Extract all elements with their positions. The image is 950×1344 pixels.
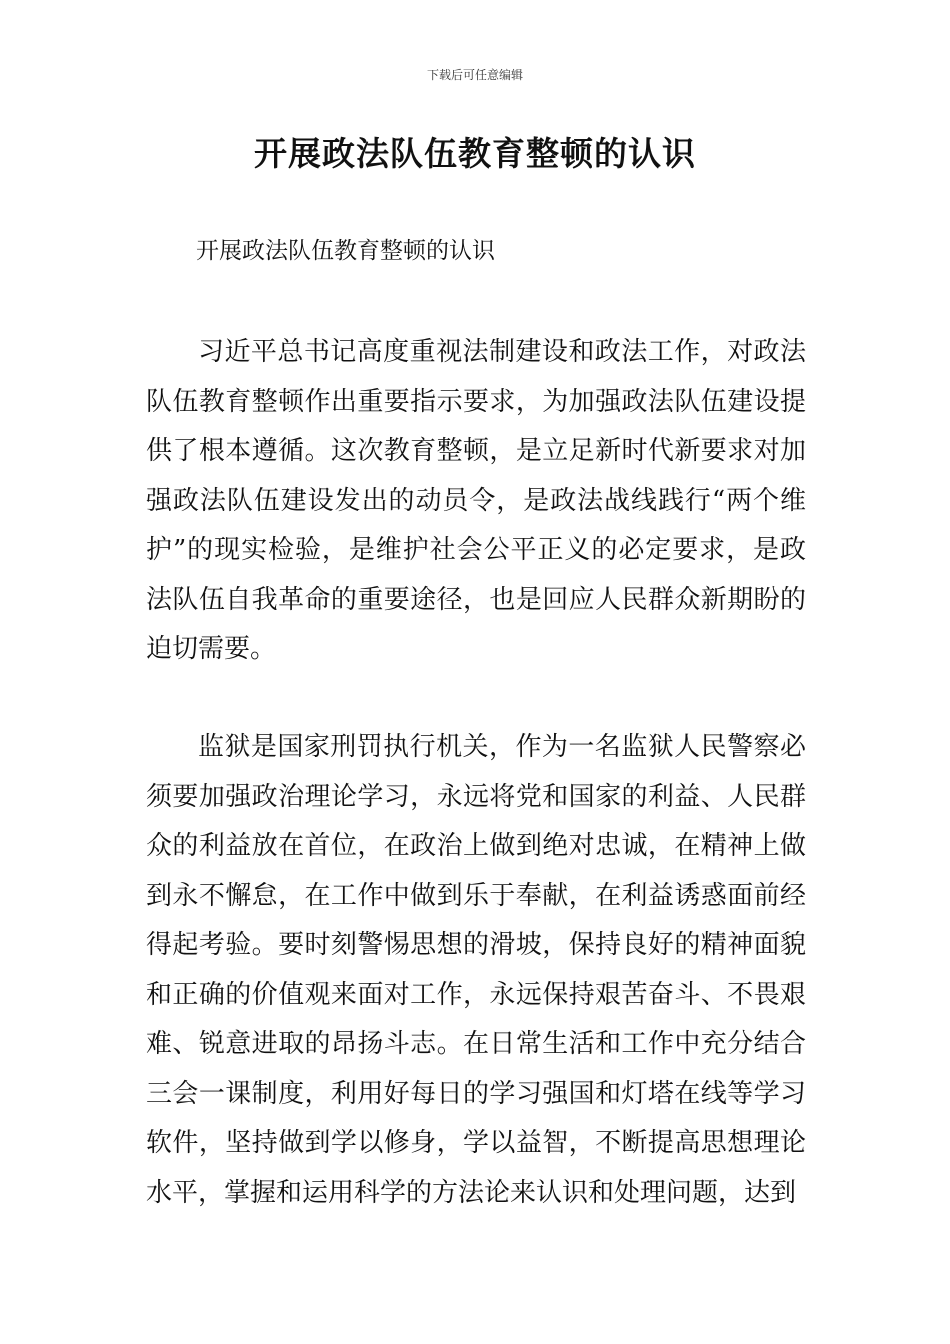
- header-note: 下载后可任意编辑: [426, 68, 523, 82]
- paragraph-2: 监狱是国家刑罚执行机关，作为一名监狱人民警察必须要加强政治理论学习，永远将党和国家的利益、人民群众的利益放在首位，在政治上做到绝对忠诚，在精神上做到永不懈怠，在工作中做到乐于奉献，在利益诱惑面前经得起考验。要时刻警惕思想的滑坡，保持良好的精神面貌和正确的价值观来面对工作，永远保持艰苦奋斗、不畏艰难、锐意进取的昂扬斗志。在日常生活和工作中充分结合三会一课制度，利用好每日的学习强国和灯塔在线等学习软件，坚持做到学以修身，学以益智，不断提高思想理论水平，掌握和运用科学的方法论来认识和处理问题，达到: [146, 732, 806, 1208]
- paragraph-1: 习近平总书记高度重视法制建设和政法工作，对政法队伍教育整顿作出重要指示要求，为加强政法队伍建设提供了根本遵循。这次教育整顿，是立足新时代新要求对加强政法队伍建设发出的动员令，是政法战线践行“两个维护”的现实检验，是维护社会公平正义的必定要求，是政法队伍自我革命的重要途径，也是回应人民群众新期盼的迫切需要。: [146, 337, 806, 664]
- document-subtitle: 开展政法队伍教育整顿的认识: [196, 238, 495, 264]
- document-title: 开展政法队伍教育整顿的认识: [254, 134, 696, 173]
